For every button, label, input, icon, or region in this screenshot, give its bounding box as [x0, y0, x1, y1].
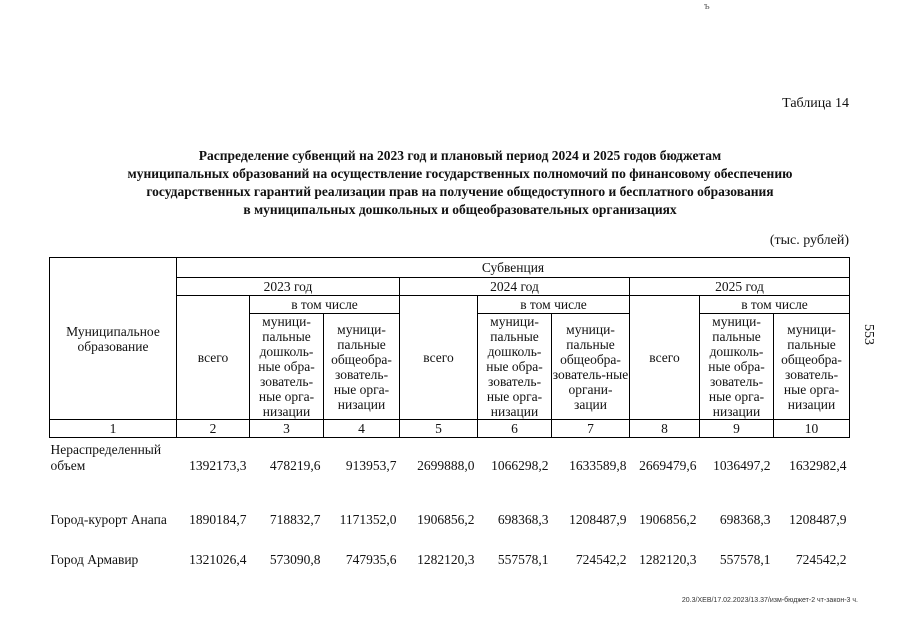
cell-value: 557578,1: [719, 551, 771, 567]
cell-value: 557578,1: [497, 551, 549, 567]
table-row: [50, 550, 850, 568]
cell-value: 913953,7: [345, 457, 397, 473]
page-number: 553: [861, 324, 876, 345]
column-number: 5: [400, 420, 478, 438]
subvention-table: [49, 257, 850, 568]
row-name: Город-курорт Анапа: [50, 511, 167, 527]
column-number: 2: [177, 420, 250, 438]
cell-value: 1321026,4: [189, 551, 247, 567]
cell-value: 718832,7: [269, 511, 321, 527]
cell-value: 1282120,3: [639, 551, 697, 567]
cell-value: 1036497,2: [713, 457, 771, 473]
cell-value: 1906856,2: [639, 511, 697, 527]
header-including-2023: в том числе: [250, 296, 400, 314]
column-number: 1: [50, 420, 177, 438]
cell-value: 1906856,2: [417, 511, 475, 527]
cell-value: 724542,2: [795, 551, 847, 567]
cell-value: 724542,2: [575, 551, 627, 567]
cell-value: 2699888,0: [417, 457, 475, 473]
cell-value: 1633589,8: [569, 457, 627, 473]
cell-value: 747935,6: [345, 551, 397, 567]
title-line: в муниципальных дошкольных и общеобразовательных организациях: [243, 202, 677, 217]
header-including-2024: в том числе: [478, 296, 630, 314]
table-row: [50, 438, 850, 474]
header-preschool-2025: муници-пальные дошколь-ные обра-зователь-ные орга-низации: [708, 314, 765, 419]
header-subvention: Субвенция: [177, 258, 850, 278]
document-title: [60, 147, 860, 219]
cell-value: 2669479,6: [639, 457, 697, 473]
cell-value: 698368,3: [719, 511, 771, 527]
header-general-2025: муници-пальные общеобра-зователь-ные орга-низации: [781, 321, 842, 412]
units-label: (тыс. рублей): [769, 233, 849, 248]
header-year-2025: 2025 год: [630, 278, 850, 296]
cell-value: 573090,8: [269, 551, 321, 567]
cell-value: 1632982,4: [789, 457, 847, 473]
table-label: Таблица 14: [782, 96, 849, 111]
header-including-2025: в том числе: [700, 296, 850, 314]
column-number: 9: [700, 420, 774, 438]
table-row: [50, 496, 850, 528]
cell-value: 1066298,2: [491, 457, 549, 473]
title-line: муниципальных образований на осуществление государственных полномочий по финансовому обеспечению: [127, 166, 793, 181]
header-total-2024: всего: [400, 296, 478, 420]
column-number: 6: [478, 420, 552, 438]
row-name: Нераспределенный объем: [50, 441, 162, 473]
cell-value: 1208487,9: [789, 511, 847, 527]
column-number: 8: [630, 420, 700, 438]
column-number: 4: [324, 420, 400, 438]
column-number: 3: [250, 420, 324, 438]
footer-code: 20.3/ХЕВ/17.02.2023/13.37/изм-бюджет-2 чт-закон-3 ч.: [681, 597, 858, 604]
header-year-2024: 2024 год: [400, 278, 630, 296]
cell-value: 478219,6: [269, 457, 321, 473]
header-year-2023: 2023 год: [177, 278, 400, 296]
header-preschool-2024: муници-пальные дошколь-ные обра-зователь-ные орга-низации: [486, 314, 543, 419]
cell-value: 1208487,9: [569, 511, 627, 527]
header-preschool-2023: муници-пальные дошколь-ные обра-зователь-ные орга-низации: [258, 314, 315, 419]
cell-value: 1282120,3: [417, 551, 475, 567]
title-line: государственных гарантий реализации прав на получение общедоступного и бесплатного образования: [146, 184, 774, 199]
cell-value: 1890184,7: [189, 511, 247, 527]
column-number: 7: [552, 420, 630, 438]
header-general-2024: муници-пальные общеобра-зователь-ные органи-зации: [552, 321, 629, 412]
cell-value: 1171352,0: [339, 511, 397, 527]
corner-mark: ъ: [704, 0, 710, 12]
header-total-2023: всего: [177, 296, 250, 420]
cell-value: 1392173,3: [189, 457, 247, 473]
header-general-2023: муници-пальные общеобра-зователь-ные орга-низации: [331, 321, 392, 412]
row-name: Город Армавир: [50, 551, 139, 567]
title-line: Распределение субвенций на 2023 год и плановый период 2024 и 2025 годов бюджетам: [198, 148, 722, 163]
header-municipality: Муниципальное образование: [50, 258, 177, 420]
cell-value: 698368,3: [497, 511, 549, 527]
header-total-2025: всего: [630, 296, 700, 420]
column-number: 10: [774, 420, 850, 438]
